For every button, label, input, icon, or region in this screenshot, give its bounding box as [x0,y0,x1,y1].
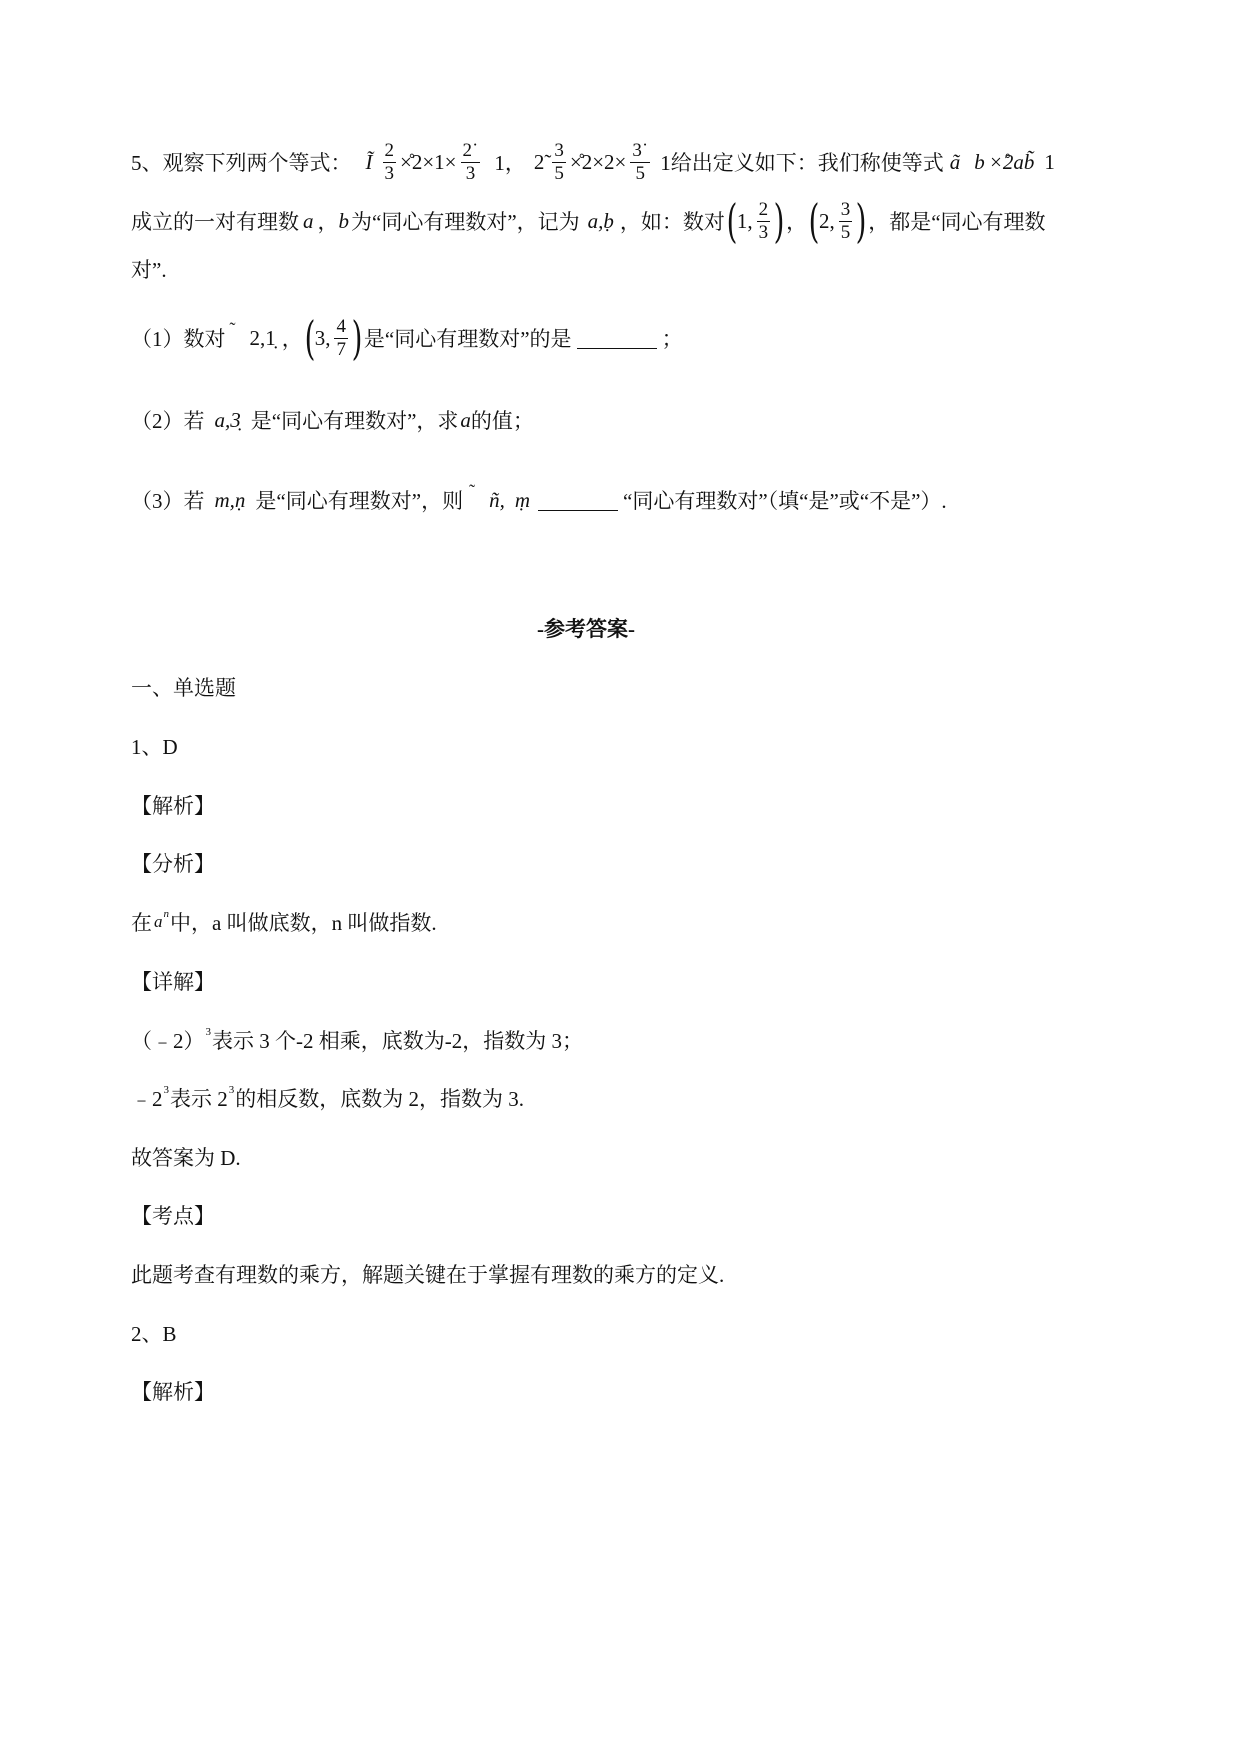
question-text: ，都是“同心有理数 [868,210,1046,234]
question-text: “同心有理数对”（填“是”或“不是”）. [623,489,947,513]
superscript: 3 [205,1026,211,1038]
answer-text: 的相反数，底数为 2，指数为 3. [235,1087,524,1111]
question-text: 成立的一对有理数 [131,210,299,234]
superscript: 3 [228,1084,235,1096]
fraction-denominator: 7 [336,338,346,360]
fraction-denominator: 3 [758,221,769,243]
answer-label-text: 2、B [131,1322,177,1346]
left-paren: ( [726,194,738,248]
answer-1-kaodian [131,1259,724,1289]
question-text: 为“同心有理数对”，记为 [351,210,580,234]
math-symbol: 2̃ [533,149,545,174]
math-expression: 1 [1044,149,1055,174]
right-paren: ) [351,311,363,365]
fraction-numerator: 4 [336,315,346,337]
question-text: （1）数对 [131,327,226,351]
superscript: n [163,908,169,920]
pair-first: 3, [314,325,331,350]
section-title [131,672,236,702]
fraction-denominator: 5 [840,221,851,243]
question-text: （3）若 [131,489,205,513]
answer-text: ﹣2 [131,1087,163,1111]
math-variable: ṃ [514,487,530,512]
answer-text: 此题考查有理数的乘方，解题关键在于掌握有理数的乘方的定义. [131,1263,725,1287]
fraction-denominator: 5 [635,162,646,184]
right-paren: ) [855,194,867,248]
math-pair-notation: 2,1̣ [249,325,276,350]
fraction [630,140,650,185]
math-symbol: ˜ [469,480,476,501]
math-pair-notation: a,3̣ [214,407,241,432]
bracket-heading: 【考点】 [131,1204,215,1228]
fraction-denominator: 3 [384,162,394,184]
section-title-text: 一、单选题 [131,676,236,700]
fraction-numerator: 2 [758,198,769,220]
bracket-heading: 【详解】 [131,970,215,994]
answer-1-detail-line-1 [131,1025,583,1055]
answer-text: （﹣2） [131,1029,205,1053]
sub-question-1 [131,308,683,368]
math-symbol: ˜ [229,318,236,339]
pair-first: 1, [736,208,753,233]
answer-text: 表示 2 [170,1087,228,1111]
superscript: 3 [163,1084,169,1096]
question-text: 是“同心有理数对”的是 [363,327,572,351]
bracket-heading: 【解析】 [131,1380,215,1404]
answers-heading-text: -参考答案- [537,617,635,641]
fraction-numerator: 3 [554,139,564,161]
number-pair [809,196,866,246]
question-line-3 [131,254,167,284]
bracket-heading: 【解析】 [131,794,215,818]
answer-2-label [131,1318,177,1348]
answer-1-fenxi [131,907,437,937]
fraction [334,316,348,361]
math-variable: a [154,912,163,931]
number-pair [305,313,362,363]
fraction [383,140,397,185]
answer-1-fenxi-label [131,848,215,878]
fraction-denominator: 5 [554,162,564,184]
question-intro: 5、观察下列两个等式： [131,151,352,175]
sub-question-3 [131,480,947,515]
math-pair-notation: a,ḅ [587,208,614,233]
question-line-1 [131,132,1055,192]
math-variable: b [974,149,985,174]
fraction [757,199,771,244]
math-variable: a [460,407,471,432]
fraction-numerator: 2 [384,139,394,161]
answer-1-kaodian-label [131,1200,215,1230]
answer-1-conclusion [131,1142,241,1172]
answer-text: 在 [131,911,152,935]
fraction-numerator: 3 [840,198,851,220]
math-expression: ×̊2×2× [569,149,627,174]
question-text: 1给出定义如下：我们称使等式 [660,151,944,175]
math-expression: 1， [494,151,526,175]
fraction-numerator: 2˙ [462,139,479,161]
question-line-2 [131,191,1046,251]
question-text: ， [786,210,808,234]
answers-heading [131,613,1041,643]
answer-1-label [131,731,178,761]
math-variable: a [303,208,314,233]
right-paren: ) [773,194,785,248]
math-expression: ×̊2ab̃ [988,149,1035,174]
question-text: 对”. [131,258,167,282]
answer-text: 故答案为 D. [131,1146,241,1170]
answer-1-xiangjie-label [131,966,215,996]
left-paren: ( [304,311,316,365]
answer-1-detail-line-2 [131,1083,524,1113]
question-text: 是“同心有理数对”，则 [255,489,464,513]
sub-question-2 [131,405,534,435]
number-pair [727,196,784,246]
question-text: 的值； [470,409,534,433]
question-text: ， [317,210,339,234]
question-text: （2）若 [131,409,205,433]
math-expression: ×̊2×1× [400,149,457,174]
fraction [839,199,853,244]
answer-label-text: 1、D [131,735,178,759]
answer-text: 表示 3 个-2 相乘，底数为-2，指数为 3； [212,1029,583,1053]
question-text: ，如：数对 [619,210,725,234]
left-paren: ( [808,194,820,248]
answer-2-jiexi-label [131,1376,215,1406]
math-symbol: Ĩ [365,149,373,174]
question-text: 是“同心有理数对”，求 [250,409,459,433]
fraction [461,140,481,185]
question-text: ， [281,327,303,351]
question-text: ； [661,327,683,351]
math-variable: b [338,208,349,233]
fraction [552,140,566,185]
pair-first: 2, [819,208,835,233]
math-pair-notation: m,ṇ [214,487,246,512]
bracket-heading: 【分析】 [131,852,215,876]
fraction-denominator: 3 [465,162,476,184]
answer-1-jiexi-label [131,790,215,820]
answer-text: 中，a 叫做底数，n 叫做指数. [170,911,437,935]
math-variable: ñ, [489,487,505,512]
answer-blank [577,328,657,349]
answer-blank [538,490,618,511]
math-variable: ã [949,149,961,174]
fraction-numerator: 3˙ [632,139,649,161]
